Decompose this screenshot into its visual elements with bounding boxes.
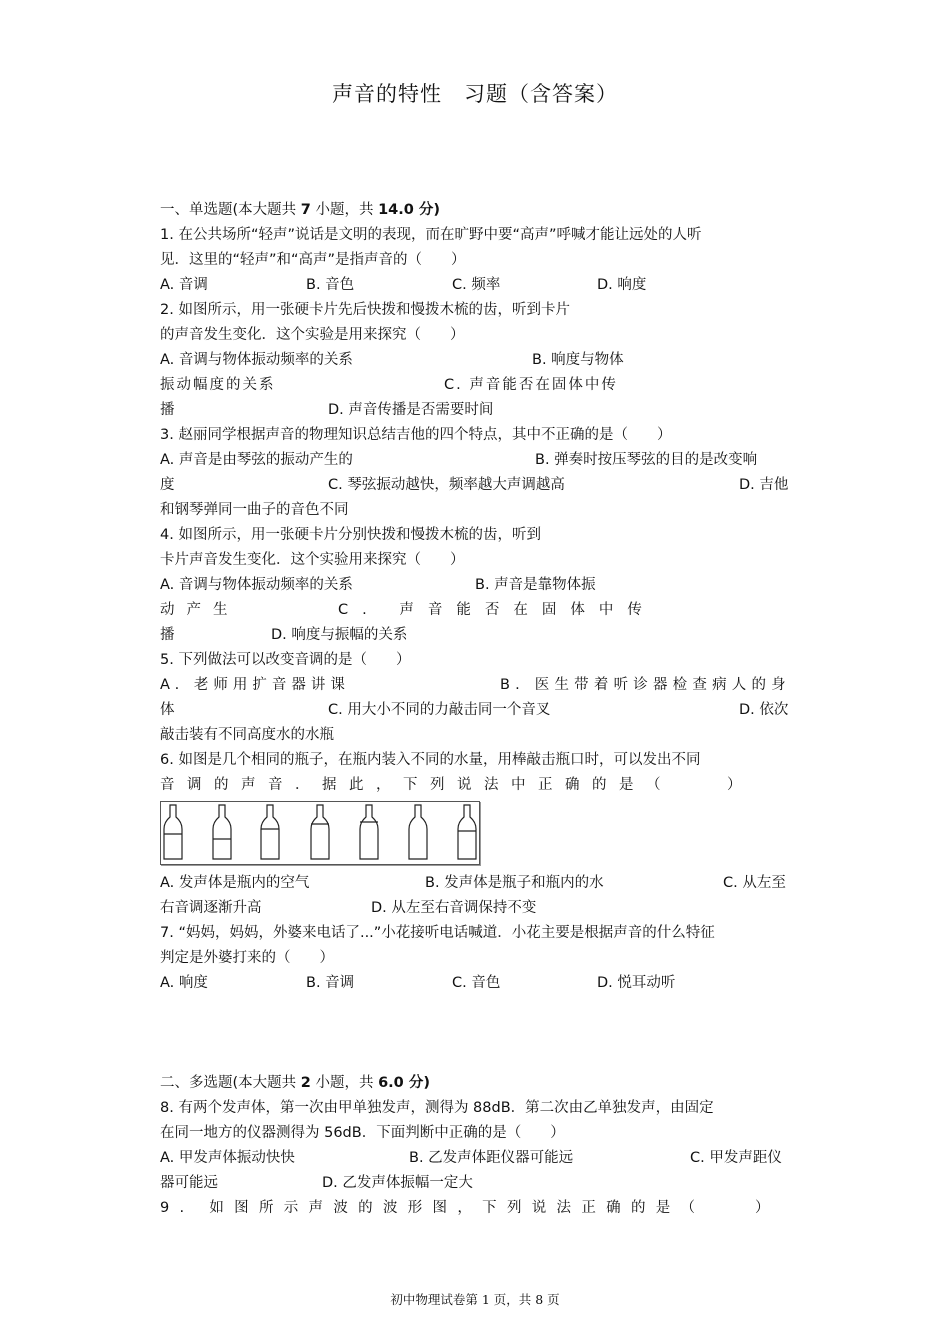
question-3-options-cont: 和钢琴弹同一曲子的音色不同 bbox=[160, 502, 349, 518]
question-content bbox=[160, 198, 792, 1221]
bottle-5 bbox=[360, 805, 378, 859]
question-5-options bbox=[160, 673, 792, 698]
question-8-text: 8. 有两个发声体，第一次由甲单独发声，测得为 88dB．第二次由乙单独发声，由固定 bbox=[160, 1100, 714, 1116]
question-4-text: 4. 如图所示，用一张硬卡片分别快拨和慢拨木梳的齿，听到 bbox=[160, 527, 541, 543]
option-d: D. 响度与振幅的关系 bbox=[271, 627, 408, 643]
option-c: C. 用大小不同的力敲击同一个音叉 bbox=[328, 702, 551, 718]
question-8-options bbox=[160, 1146, 792, 1171]
option-b-cont: 体 bbox=[160, 702, 175, 718]
option-d: D. 悦耳动听 bbox=[597, 975, 676, 991]
question-4-options-cont bbox=[160, 598, 792, 623]
option-b: B. 响度与物体 bbox=[532, 352, 624, 368]
option-b: B. 声音是靠物体振 bbox=[475, 577, 596, 593]
question-6-text-cont: 音调的声音．据此，下列说法中正确的是（ ） bbox=[160, 777, 754, 793]
option-b-cont: 振动幅度的关系 bbox=[160, 377, 276, 393]
option-c: C. 甲发声距仪 bbox=[690, 1150, 782, 1166]
page-footer: 初中物理试卷第 1 页，共 8 页 bbox=[390, 1292, 560, 1307]
question-7-text: 7. “妈妈，妈妈，外婆来电话了...”小花接听电话喊道．小花主要是根据声音的什么特征 bbox=[160, 925, 715, 941]
question-2-options-cont bbox=[160, 373, 792, 398]
question-5-text: 5. 下列做法可以改变音调的是（ ） bbox=[160, 652, 411, 668]
question-9-text: 9. 如图所示声波的波形图，下列说法正确的是（ ） bbox=[160, 1200, 780, 1216]
option-a: A. 音调与物体振动频率的关系 bbox=[160, 352, 353, 368]
option-d: D. 声音传播是否需要时间 bbox=[328, 402, 494, 418]
bottle-2 bbox=[213, 805, 231, 859]
question-3-options-cont bbox=[160, 473, 792, 498]
question-2-options bbox=[160, 348, 792, 373]
option-c: C. 从左至 bbox=[723, 875, 786, 891]
question-2-text-cont: 的声音发生变化．这个实验是用来探究（ ） bbox=[160, 327, 465, 343]
option-b: B. 音色 bbox=[306, 277, 355, 293]
option-c: C. 声音能否在固体中传 bbox=[444, 377, 618, 393]
bottle-6 bbox=[409, 805, 427, 859]
question-1-text: 1. 在公共场所“轻声”说话是文明的表现，而在旷野中要“高声”呼喊才能让远处的人听 bbox=[160, 227, 702, 243]
section-heading-single-choice: 一、单选题(本大题共 7 小题，共 14.0 分) bbox=[160, 202, 441, 218]
question-6-options-cont bbox=[160, 896, 792, 921]
question-6-options bbox=[160, 871, 792, 896]
option-a: A. 音调 bbox=[160, 277, 208, 293]
option-c: C. 声音能否在固体中传 bbox=[338, 602, 656, 618]
question-2-text: 2. 如图所示，用一张硬卡片先后快拨和慢拨木梳的齿，听到卡片 bbox=[160, 302, 570, 318]
option-c-cont: 器可能远 bbox=[160, 1175, 218, 1191]
option-b: B. 医生带着听诊器检查病人的身 bbox=[500, 677, 791, 693]
question-2-options-cont bbox=[160, 398, 792, 423]
bottles-figure bbox=[160, 801, 480, 865]
option-b: B. 弹奏时按压琴弦的目的是改变响 bbox=[535, 452, 758, 468]
option-d: D. 乙发声体振幅一定大 bbox=[322, 1175, 473, 1191]
option-c: C. 音色 bbox=[452, 975, 501, 991]
section-heading-multiple-choice: 二、多选题(本大题共 2 小题，共 6.0 分) bbox=[160, 1075, 430, 1091]
question-7-options bbox=[160, 971, 792, 996]
option-a: A. 老师用扩音器讲课 bbox=[160, 677, 350, 693]
bottle-7 bbox=[458, 805, 476, 859]
option-b: B. 发声体是瓶子和瓶内的水 bbox=[425, 875, 604, 891]
question-3-text: 3. 赵丽同学根据声音的物理知识总结吉他的四个特点，其中不正确的是（ ） bbox=[160, 427, 672, 443]
option-c: C. 频率 bbox=[452, 277, 501, 293]
option-b: B. 乙发声体距仪器可能远 bbox=[409, 1150, 574, 1166]
question-8-text-cont: 在同一地方的仪器测得为 56dB．下面判断中正确的是（ ） bbox=[160, 1125, 565, 1141]
question-3-options bbox=[160, 448, 792, 473]
question-4-options bbox=[160, 573, 792, 598]
question-4-options-cont bbox=[160, 623, 792, 648]
option-c-cont: 右音调逐渐升高 bbox=[160, 900, 262, 916]
option-d: D. 从左至右音调保持不变 bbox=[371, 900, 537, 916]
option-c: C. 琴弦振动越快，频率越大声调越高 bbox=[328, 477, 565, 493]
question-4-text-cont: 卡片声音发生变化．这个实验用来探究（ ） bbox=[160, 552, 465, 568]
option-b: B. 音调 bbox=[306, 975, 355, 991]
bottle-3 bbox=[261, 805, 279, 859]
option-c-cont: 播 bbox=[160, 402, 175, 418]
question-6-text: 6. 如图是几个相同的瓶子，在瓶内装入不同的水量，用棒敲击瓶口时，可以发出不同 bbox=[160, 752, 701, 768]
option-d: D. 吉他 bbox=[739, 477, 789, 493]
option-b-cont: 动产生 bbox=[160, 602, 240, 618]
question-8-options-cont bbox=[160, 1171, 792, 1196]
question-7-text-cont: 判定是外婆打来的（ ） bbox=[160, 950, 334, 966]
option-b-cont: 度 bbox=[160, 477, 175, 493]
option-a: A. 音调与物体振动频率的关系 bbox=[160, 577, 353, 593]
bottles-illustration bbox=[161, 802, 479, 864]
question-1-text-cont: 见．这里的“轻声”和“高声”是指声音的（ ） bbox=[160, 252, 466, 268]
question-1-options bbox=[160, 273, 792, 298]
bottle-4 bbox=[311, 805, 329, 859]
option-a: A. 甲发声体振动快快 bbox=[160, 1150, 295, 1166]
option-a: A. 声音是由琴弦的振动产生的 bbox=[160, 452, 353, 468]
question-5-options-cont bbox=[160, 698, 792, 723]
question-5-options-cont: 敲击装有不同高度水的水瓶 bbox=[160, 727, 334, 743]
option-a: A. 发声体是瓶内的空气 bbox=[160, 875, 310, 891]
option-d: D. 依次 bbox=[739, 702, 789, 718]
page-title: 声音的特性 习题（含答案） bbox=[332, 82, 618, 106]
option-c-cont: 播 bbox=[160, 627, 175, 643]
bottle-1 bbox=[164, 805, 182, 859]
option-d: D. 响度 bbox=[597, 277, 647, 293]
option-a: A. 响度 bbox=[160, 975, 208, 991]
